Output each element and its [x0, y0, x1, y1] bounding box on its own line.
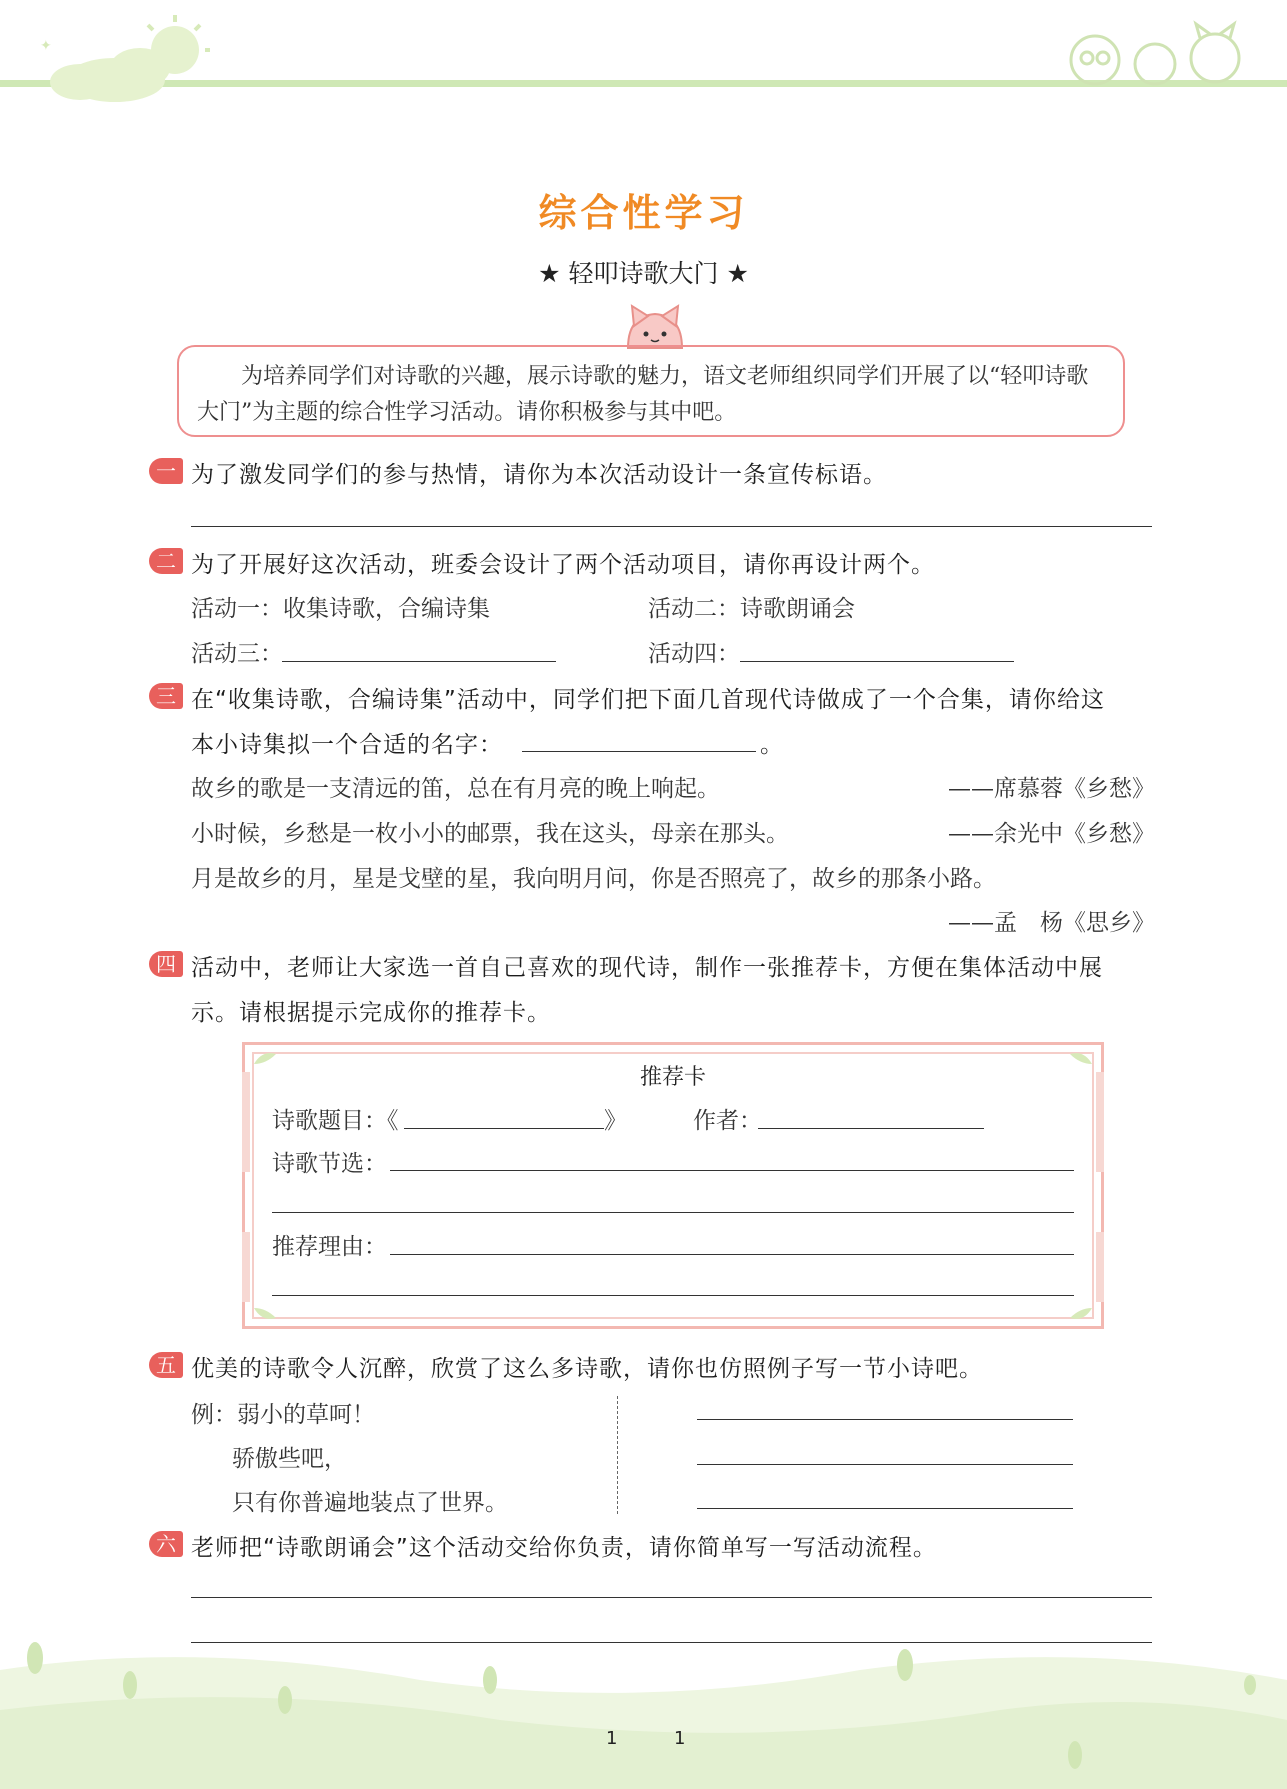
poem-answer-line-2[interactable] — [697, 1464, 1073, 1465]
poem-answer-line-3[interactable] — [697, 1508, 1073, 1509]
poem-2: 小时候，乡愁是一枚小小的邮票，我在这头，母亲在那头。 — [191, 821, 789, 847]
reason-answer-line-2[interactable] — [272, 1295, 1074, 1296]
example-poem-line-1: 例：弱小的草呵！ — [191, 1402, 375, 1428]
question-2-badge: 二 — [149, 548, 183, 574]
example-poem-line-3: 只有你普遍地装点了世界。 — [232, 1490, 508, 1516]
activity-4-label: 活动四： — [648, 641, 740, 667]
svg-text:✦: ✦ — [40, 38, 52, 54]
poem-title-answer-line[interactable] — [404, 1128, 604, 1129]
hills-decoration — [0, 1640, 1287, 1789]
activity-3-answer-line[interactable] — [282, 661, 556, 662]
author-answer-line[interactable] — [758, 1128, 984, 1129]
question-6-text: 老师把“诗歌朗诵会”这个活动交给你负责，请你简单写一写活动流程。 — [191, 1535, 937, 1561]
poem-1: 故乡的歌是一支清远的笛，总在有月亮的晚上响起。 — [191, 776, 720, 802]
page-number-right: 1 — [674, 1728, 686, 1749]
card-title: 推荐卡 — [639, 1065, 706, 1090]
intro-text: 为培养同学们对诗歌的兴趣，展示诗歌的魅力，语文老师组织同学们开展了以“轻叩诗歌大门”为主题的综合性学习活动。请你积极参与其中吧。 — [197, 364, 1089, 425]
q6-answer-line-1[interactable] — [191, 1597, 1152, 1598]
question-4-badge: 四 — [149, 951, 183, 977]
question-5-badge: 五 — [149, 1352, 183, 1378]
question-1-badge: 一 — [149, 458, 183, 484]
excerpt-answer-line-1[interactable] — [390, 1170, 1074, 1171]
excerpt-label: 诗歌节选： — [272, 1151, 387, 1177]
page-number-left: 1 — [606, 1728, 618, 1749]
question-3-text-line1: 在“收集诗歌，合编诗集”活动中，同学们把下面几首现代诗做成了一个合集，请你给这 — [191, 687, 1105, 713]
poem-title-end: 》 — [604, 1108, 627, 1134]
poem-1-source: ——席慕蓉《乡愁》 — [948, 776, 1155, 802]
activity-2: 活动二：诗歌朗诵会 — [648, 596, 855, 622]
sun-cloud-decoration — [20, 10, 210, 110]
reason-answer-line-1[interactable] — [390, 1254, 1074, 1255]
question-3-badge: 三 — [149, 683, 183, 709]
poem-answer-line-1[interactable] — [697, 1419, 1073, 1420]
poem-2-source: ——余光中《乡愁》 — [948, 821, 1155, 847]
example-divider — [617, 1396, 618, 1514]
page-title: 综合性学习 — [538, 191, 749, 235]
intro-box — [177, 345, 1125, 437]
reason-label: 推荐理由： — [272, 1234, 387, 1260]
poem-title-label: 诗歌题目：《 — [272, 1108, 399, 1134]
activity-1: 活动一：收集诗歌，合编诗集 — [191, 596, 490, 622]
anthology-name-answer-line[interactable] — [522, 751, 756, 752]
question-4-text-line1: 活动中，老师让大家选一首自己喜欢的现代诗，制作一张推荐卡，方便在集体活动中展 — [191, 955, 1103, 981]
question-6-badge: 六 — [149, 1531, 183, 1557]
question-1-text: 为了激发同学们的参与热情，请你为本次活动设计一条宣传标语。 — [191, 462, 887, 488]
author-label: 作者： — [693, 1108, 762, 1134]
question-2-text: 为了开展好这次活动，班委会设计了两个活动项目，请你再设计两个。 — [191, 552, 935, 578]
poem-3-source: ——孟 杨《思乡》 — [948, 910, 1155, 936]
activity-3-label: 活动三： — [191, 641, 283, 667]
poem-3: 月是故乡的月，星是戈壁的星，我向明月问，你是否照亮了，故乡的那条小路。 — [191, 866, 996, 892]
question-4-text-line2: 示。请根据提示完成你的推荐卡。 — [191, 1000, 551, 1026]
excerpt-answer-line-2[interactable] — [272, 1212, 1074, 1213]
animal-faces-decoration — [1060, 18, 1250, 88]
question-5-text: 优美的诗歌令人沉醉，欣赏了这么多诗歌，请你也仿照例子写一节小诗吧。 — [191, 1356, 983, 1382]
page-subtitle: ★ 轻叩诗歌大门 ★ — [538, 259, 749, 288]
question-3-text-line2: 本小诗集拟一个合适的名字： — [191, 732, 503, 758]
question-3-line2-end: 。 — [760, 732, 784, 758]
example-poem-line-2: 骄傲些吧， — [232, 1446, 347, 1472]
activity-4-answer-line[interactable] — [740, 661, 1014, 662]
q1-answer-line[interactable] — [191, 526, 1152, 527]
